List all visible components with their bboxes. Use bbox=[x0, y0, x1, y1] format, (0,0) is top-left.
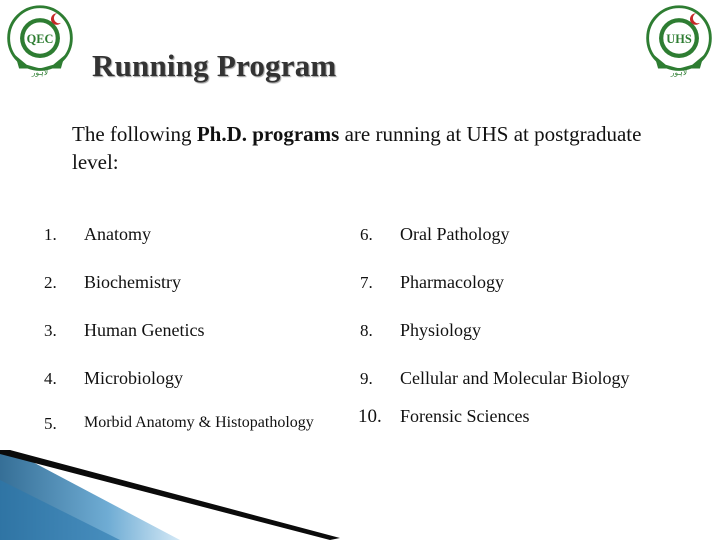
program-number: 6. bbox=[360, 225, 373, 244]
svg-text:لاہور: لاہور bbox=[31, 68, 49, 78]
qec-logo bbox=[2, 2, 78, 78]
svg-text:UHS: UHS bbox=[666, 31, 692, 46]
program-number: 7. bbox=[360, 273, 373, 292]
program-number: 2. bbox=[44, 273, 57, 292]
program-number: 10. bbox=[358, 406, 382, 427]
intro-bold: Ph.D. programs bbox=[196, 122, 340, 146]
program-number: 5. bbox=[44, 414, 57, 433]
program-name: Pharmacology bbox=[400, 272, 504, 292]
intro-text bbox=[72, 120, 672, 176]
program-number: 1. bbox=[44, 225, 57, 244]
program-name: Biochemistry bbox=[84, 272, 181, 292]
program-name: Anatomy bbox=[84, 224, 151, 244]
program-number: 3. bbox=[44, 321, 57, 340]
corner-swoosh-decoration bbox=[0, 450, 340, 540]
program-name: Forensic Sciences bbox=[400, 406, 530, 426]
svg-text:QEC: QEC bbox=[26, 31, 54, 46]
slide-title: Running Program bbox=[92, 48, 337, 83]
svg-text:لاہور: لاہور bbox=[670, 68, 688, 78]
program-number: 9. bbox=[360, 369, 373, 388]
intro-after: are running at UHS at postgraduate level: bbox=[72, 122, 642, 174]
program-number: 8. bbox=[360, 321, 373, 340]
program-number: 4. bbox=[44, 369, 57, 388]
program-name: Physiology bbox=[400, 320, 482, 340]
program-name: Oral Pathology bbox=[400, 224, 510, 244]
intro-before: The following bbox=[72, 122, 197, 146]
program-name: Cellular and Molecular Biology bbox=[400, 368, 630, 388]
program-name: Microbiology bbox=[84, 368, 183, 388]
uhs-logo bbox=[641, 2, 717, 78]
program-name: Morbid Anatomy & Histopathology bbox=[84, 414, 314, 431]
program-name: Human Genetics bbox=[84, 320, 205, 340]
